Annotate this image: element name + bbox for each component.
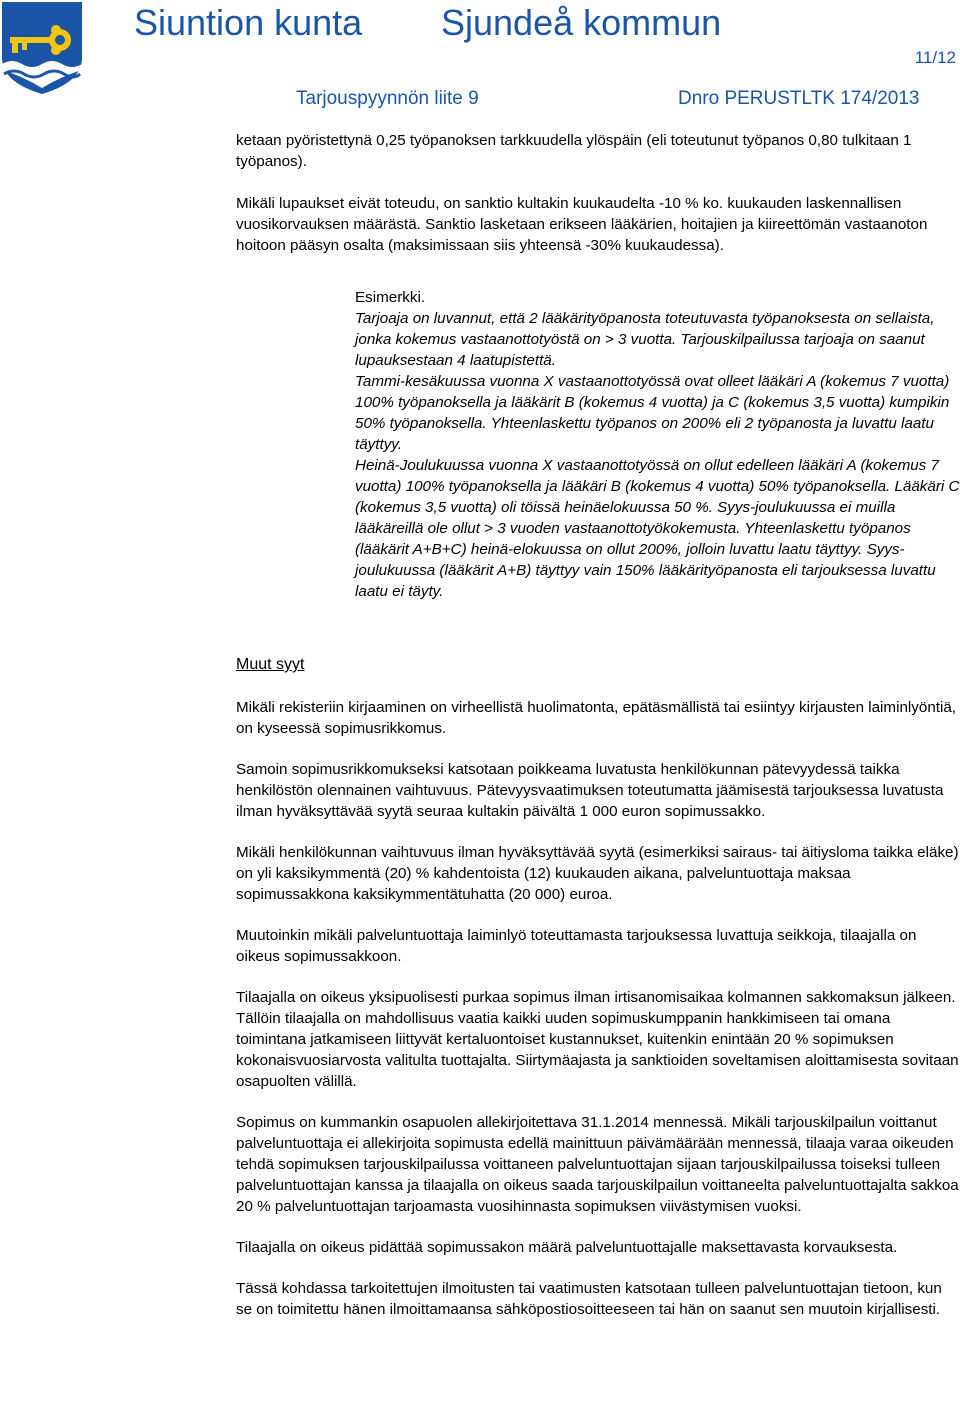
example-paragraph: Tammi-kesäkuussa vuonna X vastaanottotyössä ovat olleet lääkäri A (kokemus 7 vuotta) 100% työpanoksella ja lääkärit B (kokemus 4 vuotta) ja C (kokemus 3,5 vuotta) kumpikin 50% työpanoksella. Yhteenlaskettu työpanos on 200% eli 2 työpanosta ja luvattu laatu täyttyy. (355, 373, 950, 453)
paragraph: Mikäli lupaukset eivät toteudu, on sanktio kultakin kuukaudelta -10 % ko. kuukauden laskennallisen vuosikorvauksen määrästä. Sanktio lasketaan erikseen lääkärien, hoitajien ja kiireettömän vastaanoton hoitoon pääsyn osalta (maksimissaan siis yhteensä -30% kuukaudessa). (236, 195, 928, 254)
example-heading: Esimerkki. (355, 289, 426, 306)
example-paragraph: Heinä-Joulukuussa vuonna X vastaanottotyössä on ollut edelleen lääkäri A (kokemus 7 vuotta) 100% työpanoksella ja lääkäri B (kokemus 4 vuotta) 50% työpanoksella. Lääkäri C (kokemus 3,5 vuotta) oli töissä heinäelokuussa 50 %. Syys-joulukuussa ei muilla lääkäreillä ole ollut > 3 vuoden vastaanottotyökokemusta. Yhteenlaskettu työpanos (lääkärit A+B+C) heinä-elokuussa on ollut 200%, jolloin luvattu laatu täyttyy. Syys-joulukuussa (lääkärit A+B) täyttyy vain 150% lääkärityöpanosta eli tarjouksessa luvattu laatu ei täyty. (355, 457, 960, 600)
paragraph: Mikäli rekisteriin kirjaaminen on virheellistä huolimatonta, epätäsmällistä tai esiintyy kirjausten laiminlyöntiä, on kyseessä sopimusrikkomus. (236, 699, 957, 737)
municipality-name-swedish: Sjundeå kommun (441, 2, 722, 43)
paragraph: Tilaajalla on oikeus yksipuolisesti purkaa sopimus ilman irtisanomisaikaa kolmannen sakkomaksun jälkeen. Tällöin tilaajalla on mahdollisuus vaatia kaikki uuden sopimuskumppanin hankkimiseen tai omana toimintana jatkamiseen liittyvät kertaluontoiset kustannukset, kuitenkin enintään 20 % sopimuksen kokonaisvuosiarvosta valitulta tuottajalta. Siirtymäajasta ja sanktioiden soveltamisen aloittamisesta sovitaan osapuolten välillä. (236, 989, 959, 1090)
paragraph: Tässä kohdassa tarkoitettujen ilmoitusten tai vaatimusten katsotaan tulleen palveluntuottajan tietoon, kun se on toimitettu hänen ilmoittamaansa sähköpostiosoitteeseen tai hän on saanut sen muutoin kirjallisesti. (236, 1280, 942, 1318)
intro-section (236, 130, 960, 602)
paragraph: ketaan pyöristettynä 0,25 työpanoksen tarkkuudella ylöspäin (eli toteutunut työpanos 0,80 tulkitaan 1 työpanos). (236, 132, 912, 170)
coat-of-arms-key-icon (0, 0, 84, 96)
paragraph: Muutoinkin mikäli palveluntuottaja laiminlyö toteuttamasta tarjouksessa luvattuja seikkoja, tilaajalla on oikeus sopimussakkoon. (236, 927, 917, 965)
paragraph: Sopimus on kummankin osapuolen allekirjoitettava 31.1.2014 mennessä. Mikäli tarjouskilpailun voittanut palveluntuottaja ei allekirjoita sopimusta edellä mainittuun päivämäärään mennessä, tilaaja varaa oikeuden tehdä sopimuksen tarjouskilpailussa voittaneen palveluntuottajan sijaan tarjouskilpailussa toiseksi tulleen palveluntuottajan kanssa ja tilaajalla on oikeus saada tarjouskilpailun voittaneelta palveluntuottajalta sakkoa 20 % palveluntuottajan tarjoamasta vuosihinnasta sopimuksen viivästymisen vuoksi. (236, 1114, 959, 1215)
example-block (355, 287, 960, 602)
section-heading: Muut syyt (236, 656, 305, 673)
document-title: Tarjouspyynnön liite 9 (296, 88, 479, 109)
paragraph: Samoin sopimusrikkomukseksi katsotaan poikkeama luvatusta henkilökunnan pätevyydessä taikka henkilöstön olennainen vaihtuvuus. Pätevyysvaatimuksen toteutumatta jäämisestä tarjouksessa luvatusta ilman hyväksyttävää syytä seuraa kultakin päivältä 1 000 euron sopimussakko. (236, 761, 944, 820)
body-section (236, 697, 960, 1340)
municipality-name-finnish: Siuntion kunta (134, 2, 363, 43)
paragraph: Mikäli henkilökunnan vaihtuvuus ilman hyväksyttävää syytä (esimerkiksi sairaus- tai äitiysloma taikka eläke) on yli kaksikymmentä (20) % kahdentoista (12) kuukauden aikana, palveluntuottaja maksaa sopimussakkona kaksikymmentätuhatta (20 000) euroa. (236, 844, 959, 903)
page-number: 11/12 (914, 48, 956, 67)
paragraph: Tilaajalla on oikeus pidättää sopimussakon määrä palveluntuottajalle maksettavasta korvauksesta. (236, 1239, 898, 1256)
example-paragraph: Tarjoaja on luvannut, että 2 lääkärityöpanosta toteutuvasta työpanoksesta on sellaista, jonka kokemus vastaanottotyöstä on > 3 vuotta. Tarjouskilpailussa tarjoaja on saanut lupauksestaan 4 laatupistettä. (355, 310, 935, 369)
document-reference: Dnro PERUSTLTK 174/2013 (678, 88, 920, 109)
